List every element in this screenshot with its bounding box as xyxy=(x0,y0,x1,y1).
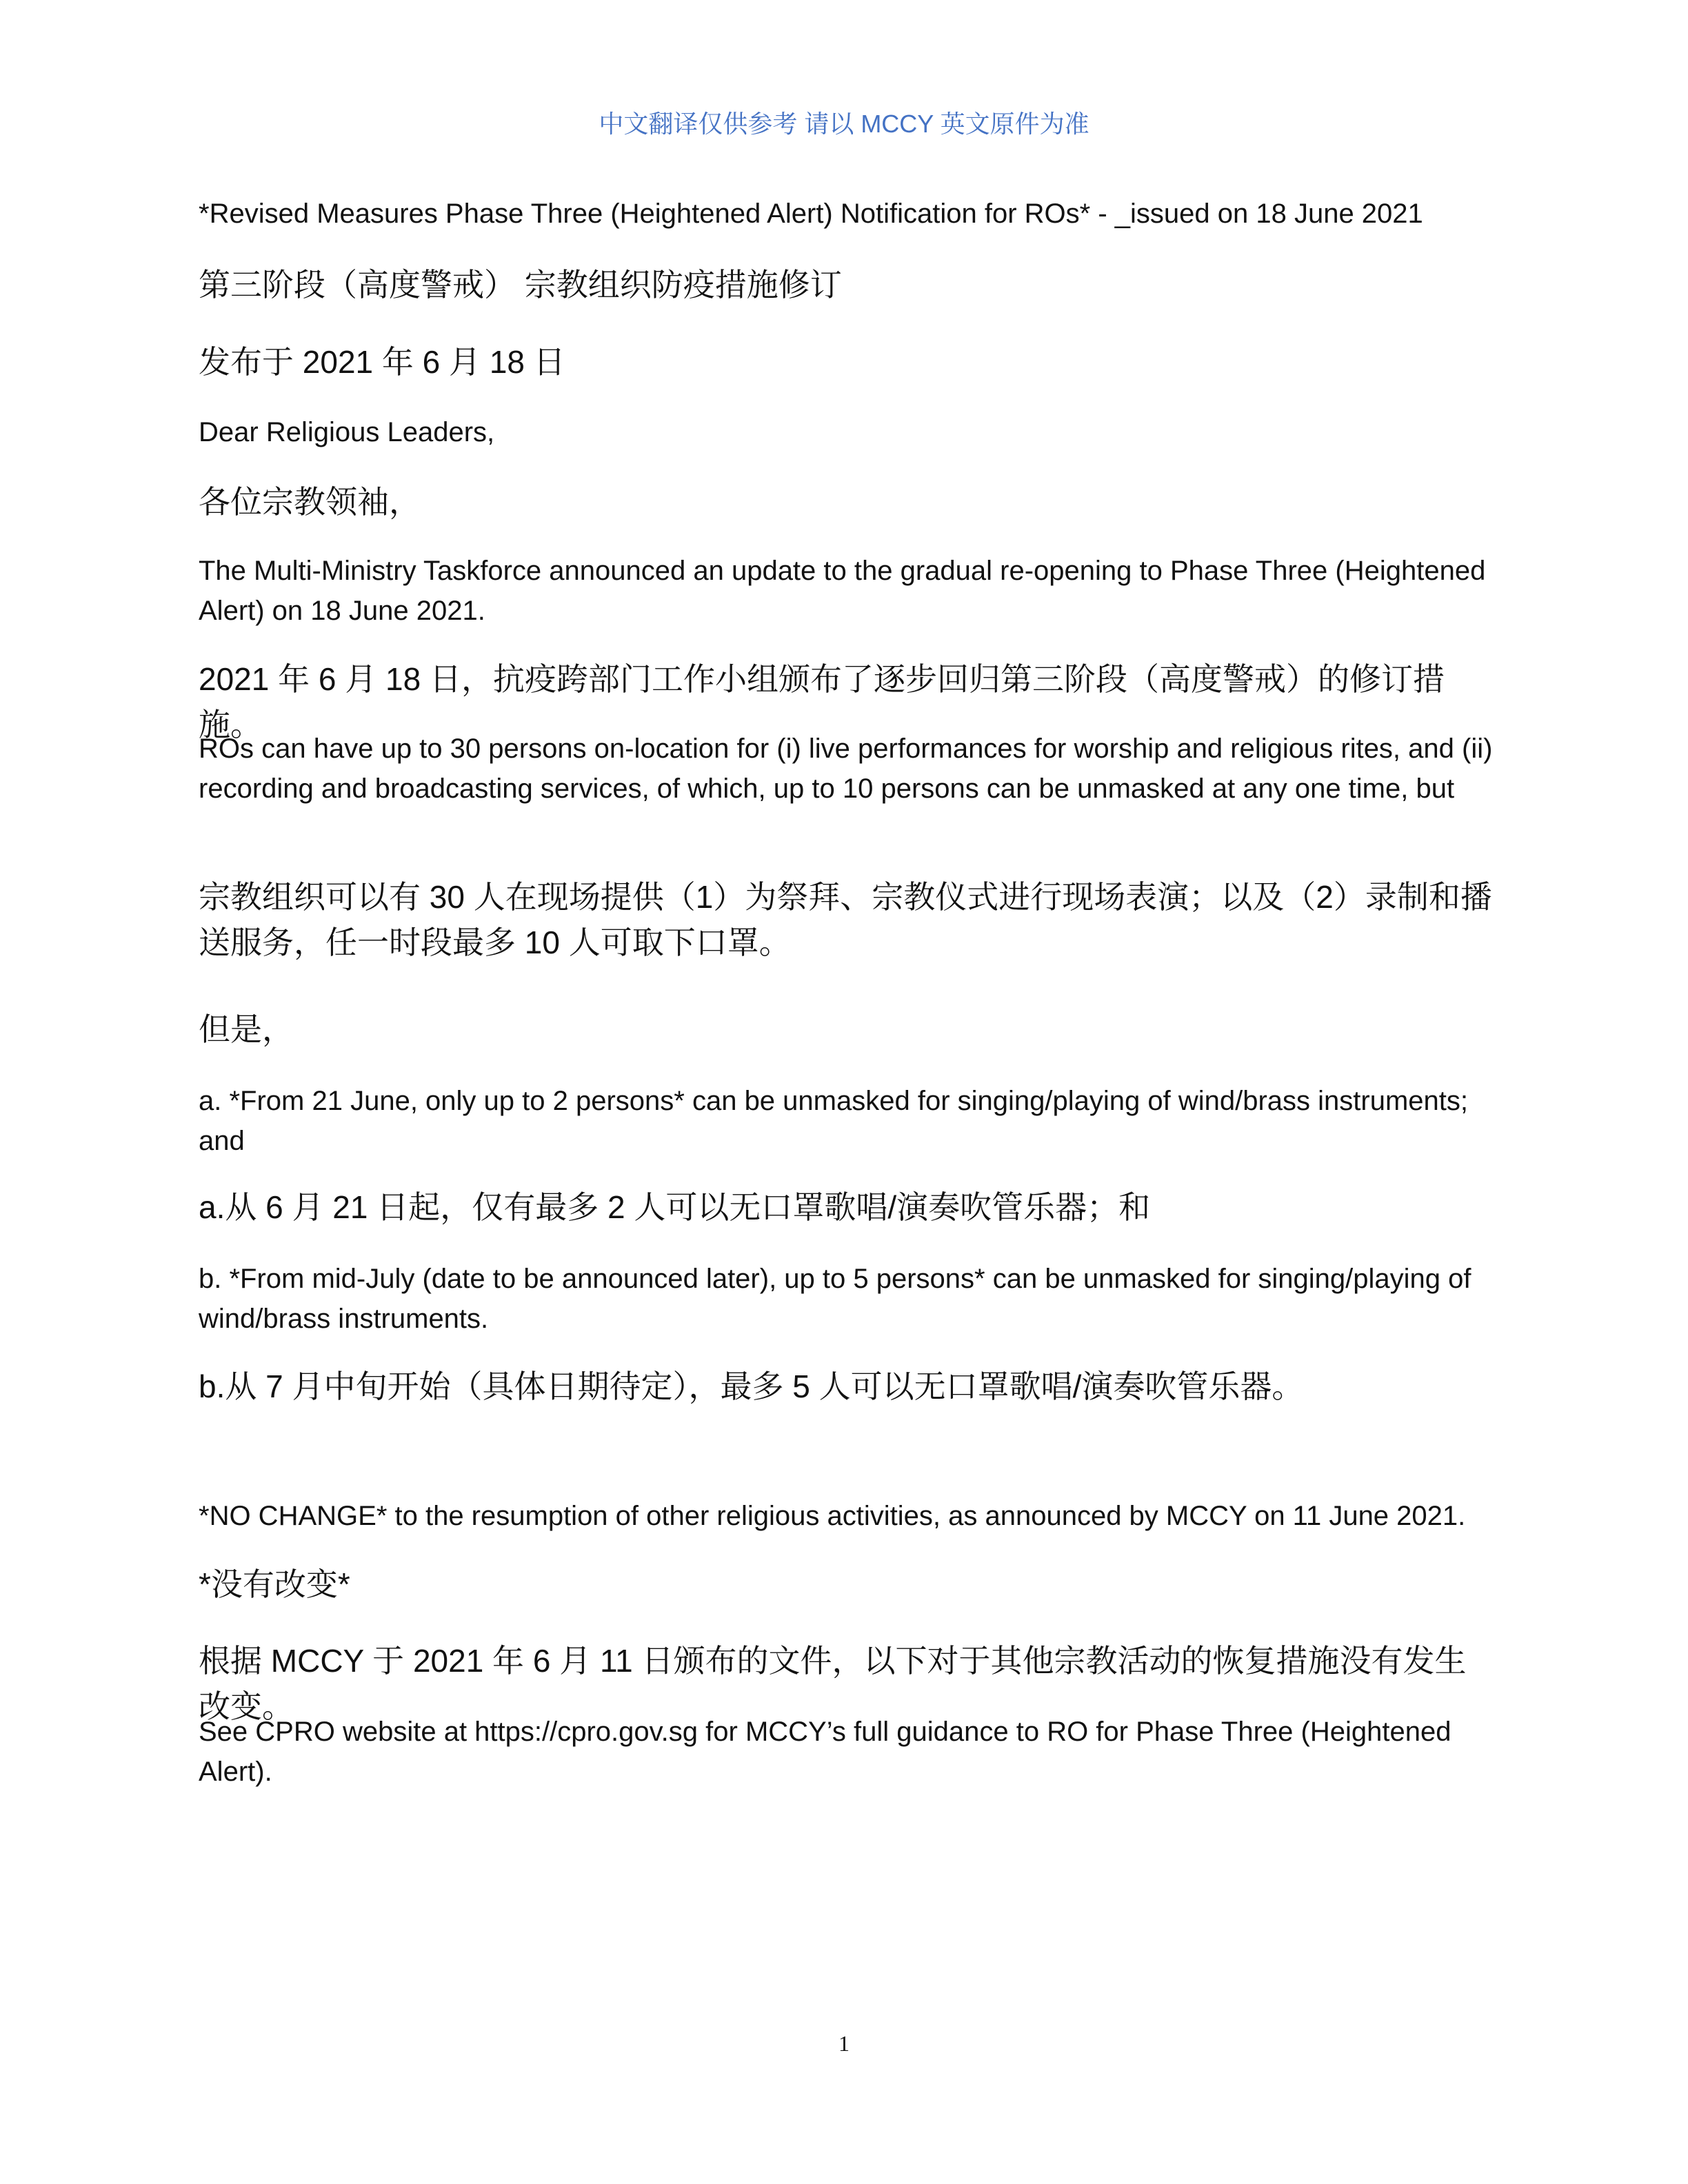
however-zh: 但是， xyxy=(199,1011,294,1047)
ro-capacity-zh: 宗教组织可以有 30 人在现场提供（1）为祭拜、宗教仪式进行现场表演；以及（2）录制和播送服务，任一时段最多 10 人可取下口罩。 xyxy=(199,879,1492,960)
notification-title-en: *Revised Measures Phase Three (Heightened Alert) Notification for ROs* - _issued on 18 June 2021 xyxy=(199,199,1423,229)
item-b-en: b. *From mid-July (date to be announced later), up to 5 persons* can be unmasked for singing/playing of wind/brass instruments. xyxy=(199,1264,1471,1334)
ro-capacity-en: ROs can have up to 30 persons on-location for (i) live performances for worship and religious rites, and (ii) recording and broadcasting services, of which, up to 10 persons can be unmasked at any one time, but xyxy=(199,734,1493,804)
notification-title-zh: 第三阶段（高度警戒） 宗教组织防疫措施修订 xyxy=(199,267,842,303)
item-b-zh: b.从 7 月中旬开始（具体日期待定），最多 5 人可以无口罩歌唱/演奏吹管乐器。 xyxy=(199,1368,1304,1404)
item-a-en: a. *From 21 June, only up to 2 persons* can be unmasked for singing/playing of wind/brass instruments; and xyxy=(199,1086,1468,1156)
announcement-en: The Multi-Ministry Taskforce announced an update to the gradual re-opening to Phase Three (Heightened Alert) on 18 June 2021. xyxy=(199,556,1486,626)
no-change-detail-zh: 根据 MCCY 于 2021 年 6 月 11 日颁布的文件，以下对于其他宗教活动的恢复措施没有发生改变。 xyxy=(199,1643,1467,1724)
greeting-en: Dear Religious Leaders, xyxy=(199,417,495,447)
page-number: 1 xyxy=(838,2031,850,2056)
cpro-website-en: See CPRO website at https://cpro.gov.sg for MCCY’s full guidance to RO for Phase Three (Heightened Alert). xyxy=(199,1717,1451,1787)
issued-date-zh: 发布于 2021 年 6 月 18 日 xyxy=(199,344,565,380)
item-a-zh: a.从 6 月 21 日起，仅有最多 2 人可以无口罩歌唱/演奏吹管乐器；和 xyxy=(199,1189,1151,1225)
no-change-zh: *没有改变* xyxy=(199,1566,350,1602)
greeting-zh: 各位宗教领袖， xyxy=(199,484,421,520)
translation-disclaimer: 中文翻译仅供参考 请以 MCCY 英文原件为准 xyxy=(599,110,1089,138)
no-change-en: *NO CHANGE* to the resumption of other religious activities, as announced by MCCY on 11 June 2021. xyxy=(199,1501,1466,1531)
announcement-zh: 2021 年 6 月 18 日，抗疫跨部门工作小组颁布了逐步回归第三阶段（高度警戒）的修订措施。 xyxy=(199,661,1445,742)
